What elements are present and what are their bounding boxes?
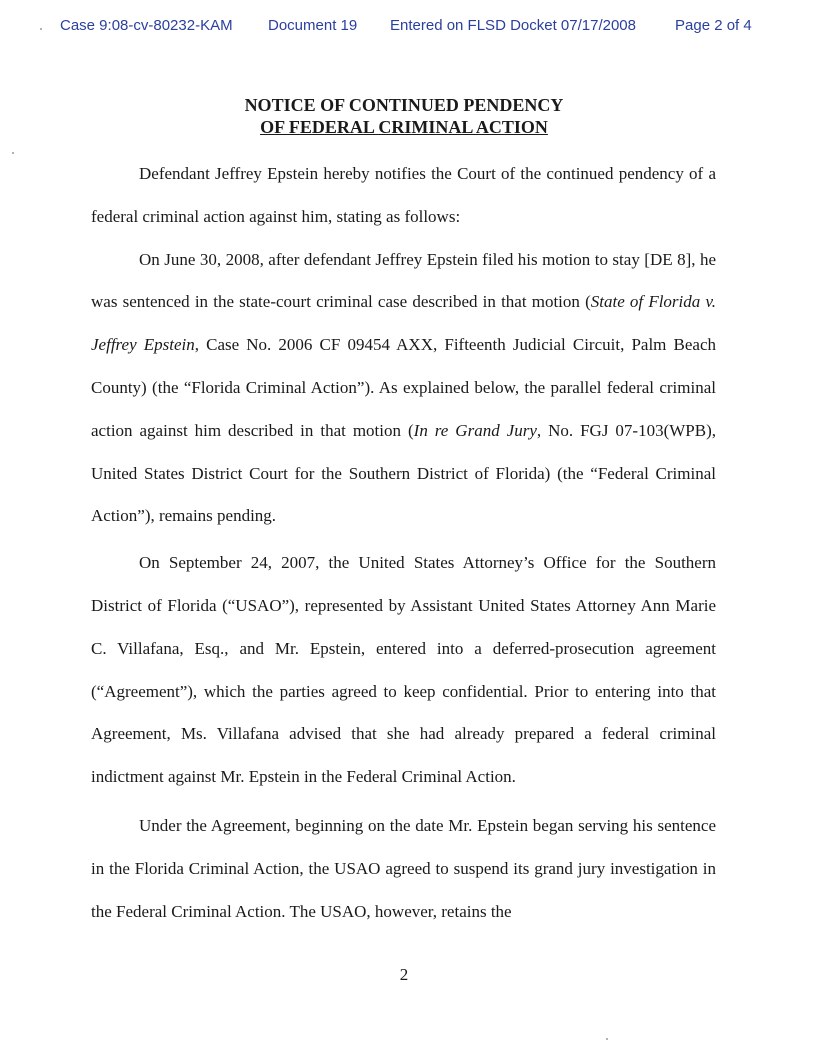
paragraph-agreement: On September 24, 2007, the United States Attorney’s Office for the Southern District of Florida (“USAO”), represented by Assistant United States Attorney Ann Marie C. Villafana, Esq., and Mr. Epstein, entered into a deferred-prosecution agreement (“Agreement”), which the parties agreed to keep confidential. Prior to entering into that Agreement, Ms. Villafana advised that she had already prepared a federal criminal indictment against Mr. Epstein in the Federal Criminal Action. [91, 553, 716, 787]
title-line-1: NOTICE OF CONTINUED PENDENCY [244, 95, 564, 115]
page-number: 2 [399, 965, 409, 984]
scan-speck [40, 28, 42, 30]
paragraph-text: On June 30, 2008, after defendant Jeffrey Epstein filed his motion to stay [DE 8], he was sentenced in the state-court criminal case described in that motion ( [91, 249, 716, 312]
paragraph-suspension: Under the Agreement, beginning on the date Mr. Epstein began serving his sentence in the Florida Criminal Action, the USAO agreed to suspend its grand jury investigation in the Federal Criminal Action. The USAO, however, retains the [91, 815, 716, 921]
paragraph-text: , Case No. 2006 CF 09454 AXX, Fifteenth Judicial Circuit, Palm Beach County) (the “Florida Criminal Action”). As explained below, the parallel federal criminal action against him described in that motion ( [91, 335, 716, 440]
document-title [0, 94, 808, 138]
case-citation-state: State of Florida v. Jeffrey Epstein [91, 292, 716, 355]
scan-speck [12, 152, 14, 154]
page-indicator: Page 2 of 4 [675, 17, 752, 34]
scan-speck [606, 1038, 608, 1040]
docket-header [60, 17, 760, 37]
paragraph-text: , No. FGJ 07-103(WPB), United States District Court for the Southern District of Florida) (the “Federal Criminal Action”), remains pending. [91, 420, 716, 526]
paragraph-notice: Defendant Jeffrey Epstein hereby notifies the Court of the continued pendency of a federal criminal action against him, stating as follows: [91, 164, 716, 226]
docket-entry-date: Entered on FLSD Docket 07/17/2008 [390, 17, 636, 34]
document-body [91, 153, 716, 933]
paragraph-sentencing [91, 239, 716, 539]
case-citation-federal: In re Grand Jury [413, 420, 537, 440]
case-number: Case 9:08-cv-80232-KAM [60, 17, 233, 34]
document-number: Document 19 [268, 17, 358, 34]
title-line-2: OF FEDERAL CRIMINAL ACTION [260, 117, 548, 137]
